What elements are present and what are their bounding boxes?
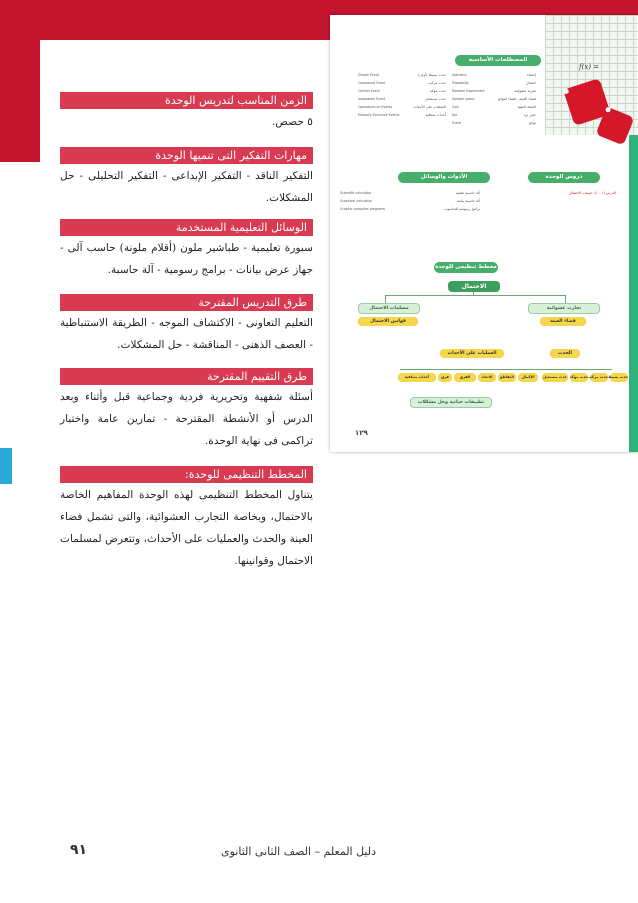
section-body-skills: التفكير الناقد - التفكير الإبداعى - التفكير التحليلى - حل المشكلات.	[60, 170, 313, 204]
tool-ar: آلة حاسبة بيانية	[457, 199, 480, 203]
section-heading-skills: مهارات التفكير التى تنميها الوحدة	[60, 147, 313, 164]
textbook-page-thumbnail	[330, 15, 638, 452]
term-ar: حجر نرد	[523, 113, 536, 117]
mindmap-event-item: حدث مؤكد	[570, 373, 588, 382]
mindmap-connector	[385, 295, 565, 296]
mindmap-connector	[473, 292, 474, 296]
mindmap-event: الحدث	[550, 349, 580, 358]
section-body-media: سبورة تعليمية - طباشير ملون (أقلام ملونة) حاسب آلى - جهاز عرض بيانات - برامج رسومية - آلة حاسبة.	[60, 242, 313, 276]
term-ar: إحصاء	[526, 73, 536, 77]
mindmap-op-item: فرق	[438, 373, 452, 382]
mindmap-connector	[565, 295, 566, 303]
term-en: Impossible Event	[358, 97, 386, 101]
embedded-page-number: ١٢٩	[355, 429, 368, 437]
term-en: Compound Event	[358, 81, 386, 85]
mindmap-op-item: التقاطع	[498, 373, 516, 382]
section-heading-media: الوسائل التعليمية المستخدمة	[60, 219, 313, 236]
section-body-time: ٥ حصص.	[271, 116, 313, 128]
lesson-item: الدرس (١ - ١): حساب الاحتمال	[568, 191, 616, 195]
section-heading-unit-map: المخطط التنظيمى للوحدة:	[60, 466, 313, 483]
mindmap-random-experiments: تجارب عشوائية	[528, 303, 600, 314]
mindmap-op-item: أحداث متنافية	[398, 373, 436, 382]
term-ar: حدث مركب	[428, 81, 446, 85]
mindmap-event-item: حدث بسيط	[610, 373, 628, 382]
term-en: Probability	[452, 81, 469, 85]
section-heading-assessment: طرق التقييم المقترحة	[60, 368, 313, 385]
mindmap-applications: تطبيقات حياتية وحل مشكلات	[410, 397, 492, 408]
term-ar: أحداث متنافية	[425, 113, 446, 117]
mindmap-event-item: حدث مركب	[590, 373, 608, 382]
mindmap-event-item: حدث مستحيل	[542, 373, 568, 382]
mindmap-op-item: الفرق	[454, 373, 476, 382]
term-ar: حدث مؤكد	[429, 89, 446, 93]
term-ar: فضاء العينة - فضاء النواتج	[497, 97, 536, 101]
term-en: Statistics	[452, 73, 467, 77]
tool-en: Scientific calculator	[340, 191, 372, 195]
term-en: Coin	[452, 105, 460, 109]
book-title: دليل المعلم – الصف الثانى الثانوى	[221, 845, 376, 858]
term-ar: حدث مستحيل	[425, 97, 446, 101]
mindmap-axioms: مسلمات الاحتمال	[358, 303, 420, 314]
mindmap-connector	[400, 369, 612, 370]
term-ar: العمليات على الأحداث	[413, 105, 446, 109]
term-ar: نواتج	[528, 121, 536, 125]
term-en: Certain Event	[358, 89, 380, 93]
mindmap-title: مخطط تنظيمى للوحدة	[434, 262, 498, 273]
tool-en: Graphical calculator	[340, 199, 372, 203]
tools-title: الأدوات والوسائل	[398, 172, 490, 183]
term-en: Operations on Events	[358, 105, 393, 109]
page-number: ٩١	[70, 842, 88, 858]
tool-en: Graphic computer programs	[340, 207, 386, 211]
tool-ar: آلة حاسبة علمية	[455, 191, 480, 195]
mindmap-op-item: الإكمال	[518, 373, 538, 382]
term-en: Mutually Exclusive Events	[358, 113, 400, 117]
mindmap-laws: قوانين الاحتمال	[358, 317, 418, 326]
section-heading-methods: طرق التدريس المقترحة	[60, 294, 313, 311]
mindmap-op-item: الاتحاد	[478, 373, 496, 382]
section-heading-time: الزمن المناسب لتدريس الوحدة	[60, 92, 313, 109]
term-en: Die	[452, 113, 458, 117]
term-ar: حدث بسيط (أولى)	[417, 73, 446, 77]
mindmap-operations: العمليات على الأحداث	[440, 349, 504, 358]
mindmap-sample-space: فضاء العينة	[540, 317, 586, 326]
term-ar: تجربة عشوائية	[514, 89, 536, 93]
section-body-assessment: أسئلة شفهية وتحريرية فردية وجماعية قبل وأثناء وبعد الدرس أو الأنشطة المقترحة - تمارين عامة واختبار تراكمى فى نهاية الوحدة.	[60, 391, 313, 447]
mindmap-root: الاحتمال	[448, 281, 500, 292]
term-en: Random Experiment	[452, 89, 485, 93]
tool-ar: برامج رسومية للحاسوب	[443, 207, 480, 211]
side-tab-marker	[0, 448, 12, 484]
term-ar: العملة النقود	[517, 105, 536, 109]
formula-text: f(x) =	[579, 63, 600, 71]
mindmap-connector	[385, 295, 386, 303]
unit-lessons-title: دروس الوحدة	[528, 172, 600, 183]
section-body-unit-map: يتناول المخطط التنظيمى لهذه الوحدة المفاهيم الخاصة بالاحتمال، وبخاصة التجارب العشوائية، والتى تشمل فضاء العينة والحدث والعمليات على الأحداث، وتتعرض لمسلمات الاحتمال وقوانينها.	[60, 489, 313, 567]
term-ar: احتمال	[525, 81, 536, 85]
term-en: Simple Event	[358, 73, 380, 77]
key-terms-title: المصطلحات الأساسية	[455, 55, 541, 66]
term-en: Sample space	[452, 97, 475, 101]
term-en: Event	[452, 121, 462, 125]
section-body-methods: التعليم التعاونى - الاكتشاف الموجه - الطريقة الاستنباطية - العصف الذهنى - المناقشة - حل المشكلات.	[60, 317, 313, 351]
